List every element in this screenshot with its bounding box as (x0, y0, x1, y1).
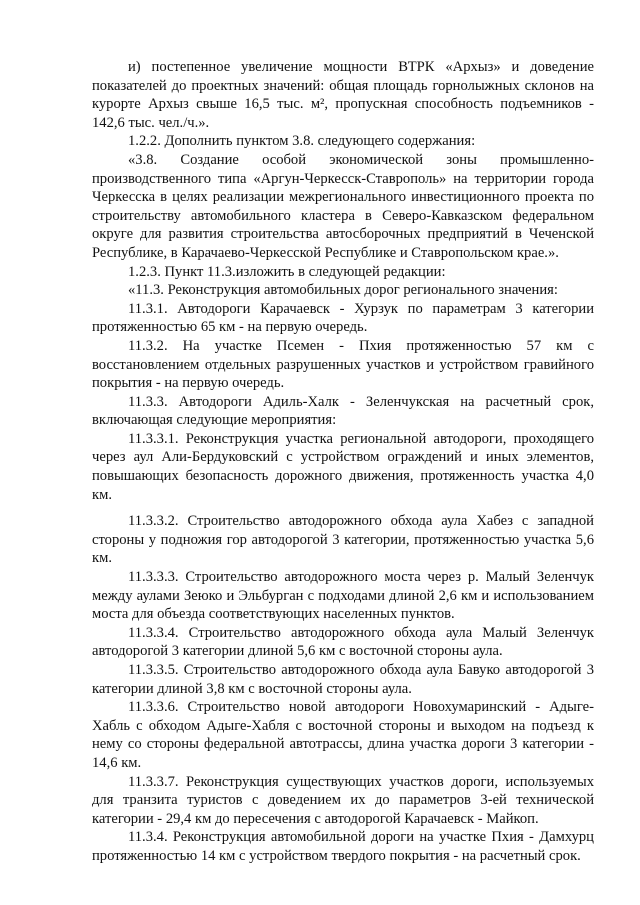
paragraph-11-3-3: 11.3.3. Автодороги Адиль-Халк - Зеленчукская на расчетный срок, включающая следующие мероприятия: (92, 393, 594, 429)
paragraph-11-3-3-3: 11.3.3.3. Строительство автодорожного моста через р. Малый Зеленчук между аулами Зеюко и Эльбурган с подходами длиной 2,6 км и использованием моста для объезда соответствующих населенных пунктов. (92, 569, 594, 623)
paragraph-11-3-3-6: 11.3.3.6. Строительство новой автодороги Новохумаринский - Адыге-Хабль с обходом Адыге-Хабля с восточной стороны и выходом на подъезд к нему со стороны федеральной автотрассы, длина участка дороги 3 категории - 14,6 км. (92, 699, 594, 771)
paragraph-11-3-3-1: 11.3.3.1. Реконструкция участка региональной автодороги, проходящего через аул Али-Бердуковский с устройством ограждений и иных элементов, повышающих безопасность дорожного движения, протяженность участка 4,0 км. (92, 430, 594, 503)
document-body (92, 58, 594, 866)
paragraph-11-3-3-7: 11.3.3.7. Реконструкция существующих участков дороги, используемых для транзита туристов с доведением их до параметров 3-ей технической категории - 29,4 км до пересечения с автодорогой Карачаевск - Майкоп. (92, 773, 594, 827)
paragraph-11-3-1: 11.3.1. Автодороги Карачаевск - Хурзук по параметрам 3 категории протяженностью 65 км - на первую очередь. (92, 300, 594, 336)
paragraph-11-3: «11.3. Реконструкция автомобильных дорог регионального значения: (128, 282, 558, 299)
paragraph-1-2-3: 1.2.3. Пункт 11.3.изложить в следующей редакции: (128, 263, 446, 280)
paragraph-item-i: и) постепенное увеличение мощности ВТРК «Архыз» и доведение показателей до проектных значений: общая площадь горнолыжных склонов на курорте Архыз свыше 16,5 тыс. м², пропускная способность подъемников - 142,6 тыс. чел./ч.». (92, 59, 594, 131)
paragraph-11-3-4: 11.3.4. Реконструкция автомобильной дороги на участке Пхия - Дамхурц протяженностью 14 км с устройством твердого покрытия - на расчетный срок. (92, 829, 594, 864)
paragraph-3-8: «3.8. Создание особой экономической зоны промышленно-производственного типа «Аргун-Черкесск-Ставрополь» на территории города Черкесска в целях реализации межрегионального инвестиционного проекта по строительству автомобильного кластера в Северо-Кавказском федеральном округе для развития строительства автосборочных предприятий в Чеченской Республике, в Карачаево-Черкесской Республике и Ставропольском крае.». (92, 151, 594, 261)
paragraph-11-3-3-5: 11.3.3.5. Строительство автодорожного обхода аула Бавуко автодорогой 3 категории длиной 3,8 км с восточной стороны аула. (92, 662, 594, 697)
paragraph-11-3-3-2: 11.3.3.2. Строительство автодорожного обхода аула Хабез с западной стороны у подножия гор автодорогой 3 категории, протяженностью участка 5,6 км. (92, 513, 594, 567)
paragraph-1-2-2: 1.2.2. Дополнить пунктом 3.8. следующего содержания: (128, 133, 476, 150)
paragraph-11-3-3-4: 11.3.3.4. Строительство автодорожного обхода аула Малый Зеленчук автодорогой 3 категории длиной 5,6 км с восточной стороны аула. (92, 624, 594, 660)
paragraph-11-3-2: 11.3.2. На участке Псемен - Пхия протяженностью 57 км с восстановлением отдельных разрушенных участков и устройством гравийного покрытия - на первую очередь. (92, 337, 594, 392)
